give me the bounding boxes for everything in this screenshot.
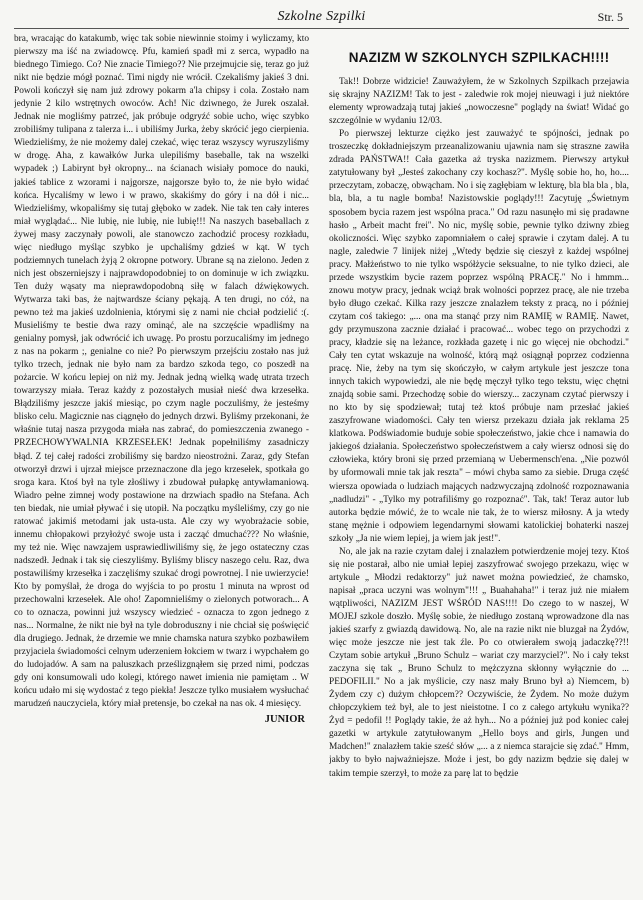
publication-title: Szkolne Szpilki [277, 9, 366, 24]
article-paragraph: Po pierwszej lekturze ciężko jest zauważyć te spójności, jednak po troszeczkę dokładniejszym przeanalizowaniu ujawnia nam się straszne zawiła zdrada PAŃSTWA!! Cała gazetka aż tryska nazizmem. Pierwszy artykuł zatytułowany był „Jesteś zakochany czy kochasz?". Myślę sobie ho, ho, ho.... przeczytam, zobaczę, obwącham. No i się zagłębiam w lekturę, bla bla bla , bla, bla, bla, a tu nagle bomba! Nazistowskie poglądy!!! Zacytuję „Świetnym sposobem bycia razem jest wspólna praca." Od razu nasunęło mi się pradawne hasło „ Arbeit macht frei". No nic, myślę sobie, pewnie tylko dziwny zbieg okoliczności. Więc szybko zapomniałem o całej sprawie i czytam dalej. A tu nagle, zaledwie 7 linijek niżej „Wtedy będzie się cieszył z każdej wspólnej pracy. Małżeństwo to nie tylko współżycie seksualne, to nie tylko dzieci, ale przede wszystkim bycie razem poprzez wspólną PRACĘ." No i hmmm... znowu motyw pracy, jednak wciąż brak wolności poprzez pracę, ale nie trzeba było długo czekać. Kilka razy jeszcze znalazłem teksty z pracą, no i później czytam coś takiego: „... ona ma stanąć przy nim RAMIĘ w RAMIĘ. Nawet, gdy przymuszona zacznie działać i pracować... wobec tego on przychodzi z pracy, kładzie się na leżance, rozkłada gazetę i nic go więcej nie obchodzi." Cały ten cytat wskazuje na wolność, którą mąż osiągnął poprzez codzienna pracę. Nie, żeby na tym się skończyło, w całym artykule jest jeszcze tona innych takich wypowiedzi, ale nie będę męczył tylko tego tekstu, więc chętni znajdą sobie sami. Przechodzę sobie do wierszy... zaczynam czytać pierwszy i no kto by się spodziewał; tutaj też ktoś próbuje nam przesłać jakieś zaszyfrowane wiadomości. Cały ten wiersz przekazu działa jak reklama 25 klatkowa. Podświadomie buduje sobie społeczeństwo, jakie chce i namawia do jakiegoś działania. Społeczeństwo społeczeństwem a cały wiersz odnosi się do człowieka, który broni się przed przemianą w Uebermensch'ena. „Nie pozwól by uformowali mnie tak jak reszta" – mówi chyba samo za siebie. Druga część wiersza opowiada o ludziach mających nadzwyczajną zdolność rozpoznawania „nadludzi" - „Tylko my potrafiliśmy go rozpoznać". Tak, tak! Teraz autor lub autorka będzie mówić, że to wcale nie tak, że to wiersz miłosny. A ja wtedy stanę mężnie i odpowiem legendarnymi słowami katolickiej bohaterki naszej szkoły „Ja nie wiem lepiej, ja wiem jak jest!". [329, 129, 629, 544]
left-column [14, 33, 309, 897]
article-paragraph: No, ale jak na razie czytam dalej i znalazłem potwierdzenie mojej tezy. Ktoś się nie postarał, albo nie umiał lepiej zaszyfrować swojego przekazu, więc w artykule „ Młodzi redaktorzy" już nawet można powiedzieć, że chamsko, napisał „praca uczyni was wolnym"!!! „ Buahahaha!" i teraz już nie miałem wątpliwości, NAZIZM JEST WŚRÓD NAS!!!! Do czego to w naszej, W MOJEJ szkole doszło. Myślę sobie, że niedługo zostaną wprowadzone dla nas jakieś szarfy z gwiazdą dawidową. No, ale na razie nikt nie bluzgał na Żydów, więc może jeszcze nie jest tak źle. Po co otwierałem swoją jadaczkę??!! Czytam sobie artykuł „Bruno Schulz – wariat czy marzyciel?". No i cały tekst zaczyna się tak „ Bruno Schulz to mężczyzna skłonny wyłącznie do ... PEDOFILII." No a jak myślicie, czy nasz mały Bruno był a) Niemcem, b) Żydem czy c) dużym chłopcem?? Oczywiście, że Żydem. No może dużym chłopczykiem też był, ale to jest nieistotne. I co z całego artykułu wynika?? Żyd = pedofil !! Poglądy takie, że aż hyh... No a później już pod koniec całej gazetki w artykule zatytułowanym „Hello boys and girls, Jungen und Madchen!" znalazłem takie sześć słów „... a z niemca starajcie się zdać." Hmm, jakby to było najważniejsze. Może i jest, bo gdy nazizm będzie się dalej w takim tempie szerzył, to może za parę lat to będzie [329, 546, 629, 779]
page-number: Str. 5 [597, 10, 623, 24]
article-columns [14, 33, 629, 897]
page-header [14, 8, 629, 29]
article-paragraph: Tak!! Dobrze widzicie! Zauważyłem, że w Szkolnych Szpilkach przejawia się skrajny NAZIZM! Tak to jest - zaledwie rok mojej nieuwagi i już niektóre elementy wprowadzają tutaj jakieś „nowoczesne" poglądy na świat! Widać go szczególnie w wydaniu 12/03. [329, 77, 629, 127]
author-signature: JUNIOR [264, 714, 305, 726]
right-column [329, 33, 629, 897]
article-title: NAZIZM W SZKOLNYCH SZPILKACH!!!! [348, 50, 610, 65]
story-paragraph: bra, wracając do katakumb, więc tak sobie niewinnie stoimy i wyliczamy, kto pierwszy ma iść na zwiadowcę. Pfu, kamień spadł mi z serca, wypadło na biednego Timiego. Co? Nie znacie Timiego?? Nie przejmujcie się, teraz go już nikt nie będzie mógł poznać. Timi nigdy nie wrócił. Czekaliśmy jakieś 3 dni. Powoli kończył się nam już zdrowy pokarm a'la chipsy i cola. Zostało nam jedynie 2 kilo wstrętnych owoców. Ach! Nic dziwnego, że Jurek oszalał. Jednak nie mogliśmy patrzeć, jak próbuje odgryźć sobie ucho, więc szybko zrobiliśmy tulipana z talerza i... i ubiliśmy Jurka, żeby skrócić jego cierpienia. Wiedzieliśmy, że nie możemy dalej czekać, więc teraz wszyscy wyruszyliśmy w drogę. Aha, z kawałków Jurka ulepiliśmy baseballe, tak na wszelki wypadek ;) Labirynt był okropny... na ścianach wisiały pomoce do nauki, jakieś tablice z wzorami i najgorsze, najgorsze było to, że nie było widać końca. Hycaliśmy w lewo i w prawo, skakiśmy do góry i na dół i nic... Wiedzieliśmy, wkopaliśmy się tutaj głęboko w zadek. Nie tak ten cały interes miał wyglądać... Nie lubię, nie lubię, nie lubię!!! Na naszych baseballach z żywej masy zaczynały powoli, ale stanowczo zachodzić procesy rozkładu, więc niedługo myśląc szybko je upchaliśmy gdzieś w kąt. W tych podziemnych tunelach żyją 2 okropne potwory. Ubrane są na zielono. Jeden z nich jest obszerniejszy i najprawdopodobniej to on dominuje w ich związku. Ten duży wąsaty ma nieprawdopodobną siłę w falach dźwiękowych. Wytwarza taki bas, że najtwardsze ściany pękają. A ten drugi, no cóż, na pewno też ma jakieś uzdolnienia, którymi się z nami nie chciał podzielić :(. Musieliśmy te bestie dwa razy ominąć, ale na szczęście wpadliśmy na genialny pomysł, jak odwrócić ich uwagę. Po prostu porzucaliśmy im jednego z nas na pokarm ;, genialne co nie? Po pierwszym przejściu zostało nas już tylko trzech, jednak nie było nam za bardzo szkoda tego, co poszedł na pożarcie. W końcu lepiej on niż my. Jednak jedną wielką wadę utrata trzech towarzyszy miała. Teraz każdy z pozostałych musiał nieść dwa krzesełka. Błądziliśmy jeszcze jakiś miesiąc, po czym nagle poczuliśmy, że jesteśmy blisko celu. Magicznie nas ciągnęło do jednych drzwi. Byliśmy przekonani, że właśnie tutaj nasza przygoda miała nas zabrać, do pomieszczenia zwanego - PRZECHOWYWALNIA KRZESEŁEK! Jednak popełniliśmy zasadniczy błąd. Z tej całej radości zrobiliśmy się bardzo nieostrożni. Zaraz, gdy Stefan otworzył drzwi i ujrzał miejsce przeznaczone dla jego krzesełek, spotkała go sroga kara. Ktoś był na tyle złośliwy i zbudował pułapkę antywłamaniową. Wiadro pełne zimnej wody postawione na drzwiach spadło na Stefana. Ach ten biedak, nie umiał pływać i się utopił. Na początku myśleliśmy, czy go nie ratować jakimiś metodami jak usta-usta. Ale czy wy wyobrażacie sobie, innemu chłopakowi przyłożyć swoje usta i zacząć dmuchać??? No właśnie, my też nie. Więc nawzajem usprawiedliwiliśmy się, że jego ostateczny czas nadszedł. Jednak i tak się cieszyliśmy. Byliśmy bliscy naszego celu. Raz, dwa postawiliśmy krzesełka i zaczęliśmy szukać drogi powrotnej. I nie uwierzycie! Kto by pomyślał, że droga do wyjścia to po prostu 1 minuta na wprost od przechowalni krzesełek. Ale oho! Zapomnieliśmy o zielonych potworach... A co to oznacza, powinni już wszyscy wiedzieć - oznacza to zgon jednego z nas... Normalne, że nikt nie był na tyle dobroduszny i nie chciał się poświęcić dla drugiego. Jednak, że drzemie we mnie chamska natura szybko pozbawiłem przyjaciela świadomości celnym uderzeniem łokciem w twarz i wypchałem go do ludojadów. A sam na paluszkach prześlizgnąłem się przed nimi, podczas gdy oni konsumowali udo kolegi, którego nawet imienia nie pamiętam .. W końcu udało mi się wydostać z tego piekła! Jeszcze tylko musiałem wysłuchać marudzeń nauczyciela, który miał pretensje, bo czekał na nas ok. 4 miesięcy. [14, 34, 309, 710]
